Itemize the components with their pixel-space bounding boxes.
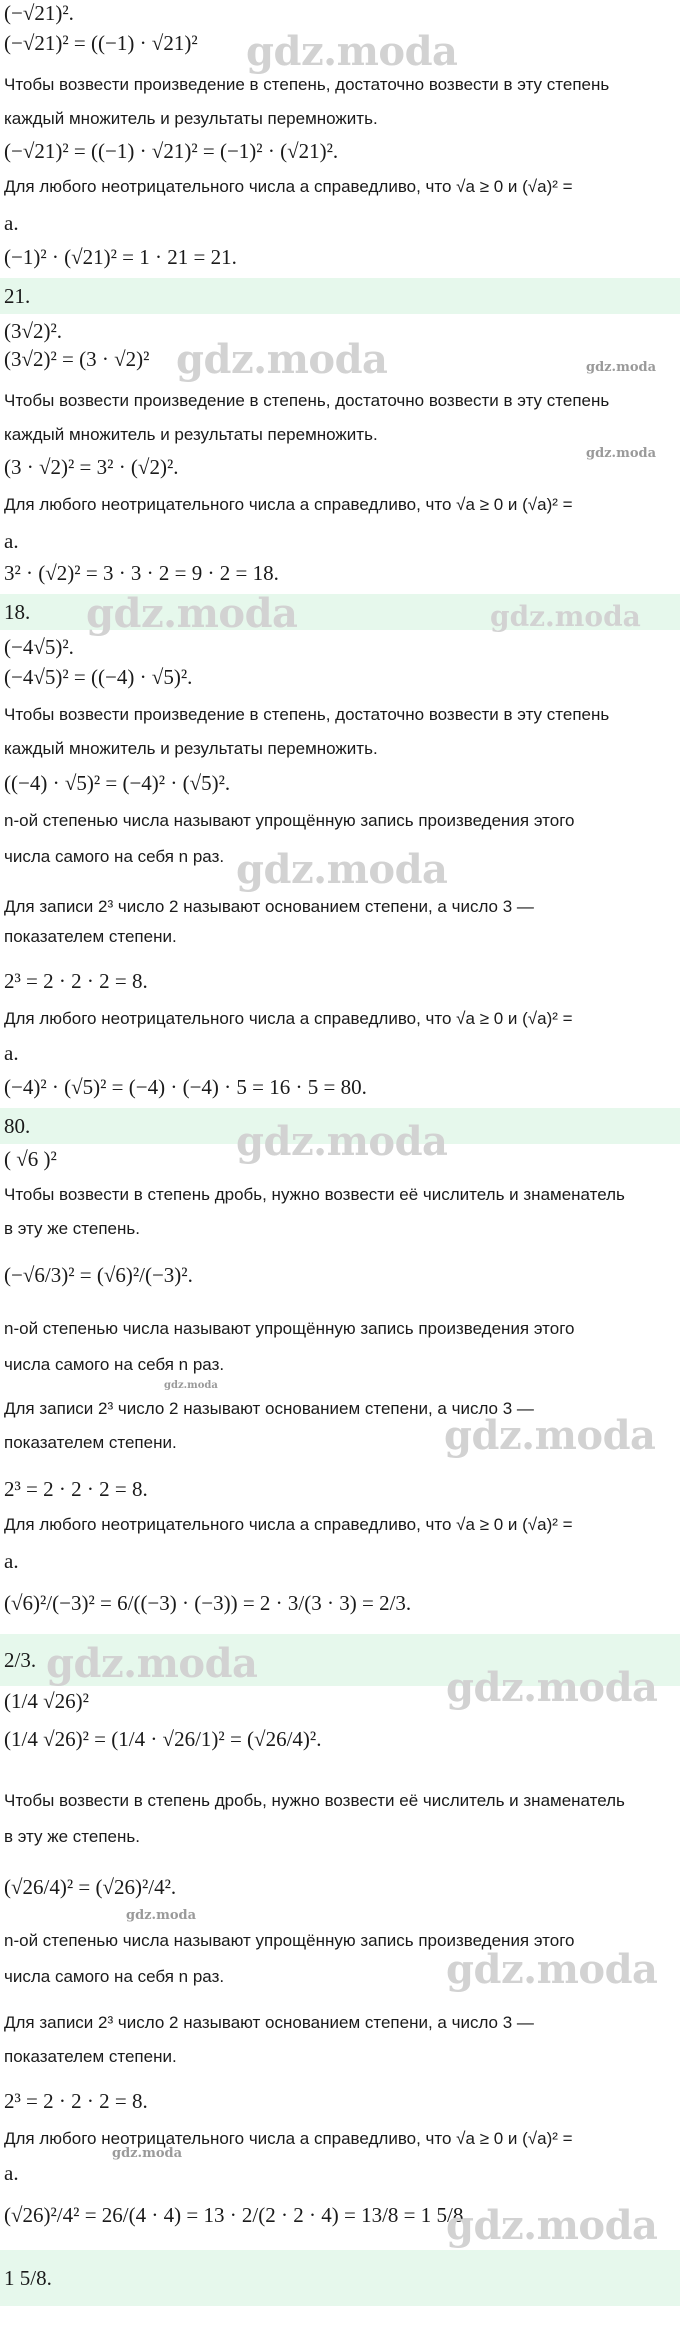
rule-nth-power: n-ой степенью числа называют упрощённую запись произведения этого — [4, 1319, 575, 1338]
sec5-result: (√26)²/4² = 26/(4 · 4) = 13 · 2/(2 · 2 · 4) = 13/8 = 1 5/8. — [4, 2203, 469, 2227]
rule-sqrt: Для любого неотрицательного числа a справедливо, что √a ≥ 0 и (√a)² = — [4, 177, 573, 196]
answer-value: 2/3. — [4, 1648, 37, 1672]
watermark: gdz.moda — [586, 446, 657, 461]
rule-power-fraction: Чтобы возвести в степень дробь, нужно возвести её числитель и знаменатель — [4, 1185, 625, 1204]
rule-sqrt: Для любого неотрицательного числа a справедливо, что √a ≥ 0 и (√a)² = — [4, 1515, 573, 1534]
rule-power-product-cont: каждый множитель и результаты перемножить. — [4, 425, 378, 444]
sec2-step1: (3√2)² = (3 · √2)² — [4, 347, 150, 371]
rule-sqrt-cont: a. — [4, 529, 19, 553]
sec1-step2: (−√21)² = ((−1) · √21)² = (−1)² · (√21)². — [4, 139, 339, 163]
rule-sqrt-cont: a. — [4, 1041, 19, 1065]
answer-value: 18. — [4, 600, 31, 624]
rule-power-product-cont: каждый множитель и результаты перемножить. — [4, 739, 378, 758]
rule-sqrt-cont: a. — [4, 2161, 19, 2185]
rule-base: Для записи 2³ число 2 называют основанием степени, а число 3 — — [4, 1399, 534, 1418]
sec1-expression: (−√21)². — [4, 1, 74, 25]
watermark: gdz.moda — [86, 590, 298, 637]
watermark: gdz.moda — [176, 336, 388, 383]
rule-base-cont: показателем степени. — [4, 927, 177, 946]
watermark: gdz.moda — [46, 1640, 258, 1687]
sec4-expression: ( √6 )² — [4, 1147, 57, 1171]
sec5-step1: (1/4 √26)² = (1/4 · √26/1)² = (√26/4)². — [4, 1727, 322, 1751]
answer-value: 80. — [4, 1114, 31, 1138]
watermark: gdz.moda — [236, 1118, 448, 1165]
sec2-result: 3² · (√2)² = 3 · 3 · 2 = 9 · 2 = 18. — [4, 561, 279, 585]
rule-power-product: Чтобы возвести произведение в степень, достаточно возвести в эту степень — [4, 75, 610, 94]
rule-nth-power-cont: числа самого на себя n раз. — [4, 847, 225, 866]
rule-base-cont: показателем степени. — [4, 1433, 177, 1452]
answer-value: 21. — [4, 284, 31, 308]
example-two-cubed: 2³ = 2 · 2 · 2 = 8. — [4, 969, 148, 993]
sec5-expression: (1/4 √26)² — [4, 1689, 89, 1713]
sec4-step1: (−√6/3)² = (√6)²/(−3)². — [4, 1263, 193, 1287]
rule-power-product: Чтобы возвести произведение в степень, достаточно возвести в эту степень — [4, 705, 610, 724]
sec3-step1: (−4√5)² = ((−4) · √5)². — [4, 665, 193, 689]
rule-sqrt-cont: a. — [4, 211, 19, 235]
rule-base-cont: показателем степени. — [4, 2047, 177, 2066]
sec2-expression: (3√2)². — [4, 319, 63, 343]
rule-nth-power-cont: числа самого на себя n раз. — [4, 1967, 225, 1986]
example-two-cubed: 2³ = 2 · 2 · 2 = 8. — [4, 1477, 148, 1501]
rule-nth-power-cont: числа самого на себя n раз. — [4, 1355, 225, 1374]
rule-power-fraction: Чтобы возвести в степень дробь, нужно возвести её числитель и знаменатель — [4, 1791, 625, 1810]
watermark: gdz.moda — [246, 28, 458, 75]
watermark: gdz.moda — [446, 1946, 658, 1993]
rule-base: Для записи 2³ число 2 называют основанием степени, а число 3 — — [4, 897, 534, 916]
watermark: gdz.moda — [446, 1664, 658, 1711]
example-two-cubed: 2³ = 2 · 2 · 2 = 8. — [4, 2089, 148, 2113]
sec3-step2: ((−4) · √5)² = (−4)² · (√5)². — [4, 771, 231, 795]
sec4-result: (√6)²/(−3)² = 6/((−3) · (−3)) = 2 · 3/(3 · 3) = 2/3. — [4, 1591, 412, 1615]
sec2-step2: (3 · √2)² = 3² · (√2)². — [4, 455, 179, 479]
rule-sqrt: Для любого неотрицательного числа a справедливо, что √a ≥ 0 и (√a)² = — [4, 1009, 573, 1028]
rule-power-fraction-cont: в эту же степень. — [4, 1219, 140, 1238]
rule-base: Для записи 2³ число 2 называют основанием степени, а число 3 — — [4, 2013, 534, 2032]
rule-nth-power: n-ой степенью числа называют упрощённую запись произведения этого — [4, 1931, 575, 1950]
watermark: gdz.moda — [446, 2202, 658, 2249]
watermark: gdz.moda — [112, 2146, 183, 2161]
watermark: gdz.moda — [164, 1380, 218, 1391]
watermark: gdz.moda — [236, 846, 448, 893]
rule-sqrt-cont: a. — [4, 1549, 19, 1573]
answer-band — [0, 278, 680, 314]
sec5-step2: (√26/4)² = (√26)²/4². — [4, 1875, 177, 1899]
rule-nth-power: n-ой степенью числа называют упрощённую запись произведения этого — [4, 811, 575, 830]
answer-value: 1 5/8. — [4, 2266, 52, 2290]
watermark: gdz.moda — [444, 1412, 656, 1459]
watermark: gdz.moda — [490, 600, 641, 633]
watermark: gdz.moda — [126, 1908, 197, 1923]
sec1-step1: (−√21)² = ((−1) · √21)² — [4, 31, 198, 55]
rule-sqrt: Для любого неотрицательного числа a справедливо, что √a ≥ 0 и (√a)² = — [4, 2129, 573, 2148]
sec3-result: (−4)² · (√5)² = (−4) · (−4) · 5 = 16 · 5 = 80. — [4, 1075, 367, 1099]
rule-sqrt: Для любого неотрицательного числа a справедливо, что √a ≥ 0 и (√a)² = — [4, 495, 573, 514]
sec1-result: (−1)² · (√21)² = 1 · 21 = 21. — [4, 245, 237, 269]
rule-power-product: Чтобы возвести произведение в степень, достаточно возвести в эту степень — [4, 391, 610, 410]
rule-power-fraction-cont: в эту же степень. — [4, 1827, 140, 1846]
answer-band — [0, 2250, 680, 2306]
rule-power-product-cont: каждый множитель и результаты перемножить. — [4, 109, 378, 128]
sec3-expression: (−4√5)². — [4, 635, 74, 659]
watermark: gdz.moda — [586, 360, 657, 375]
